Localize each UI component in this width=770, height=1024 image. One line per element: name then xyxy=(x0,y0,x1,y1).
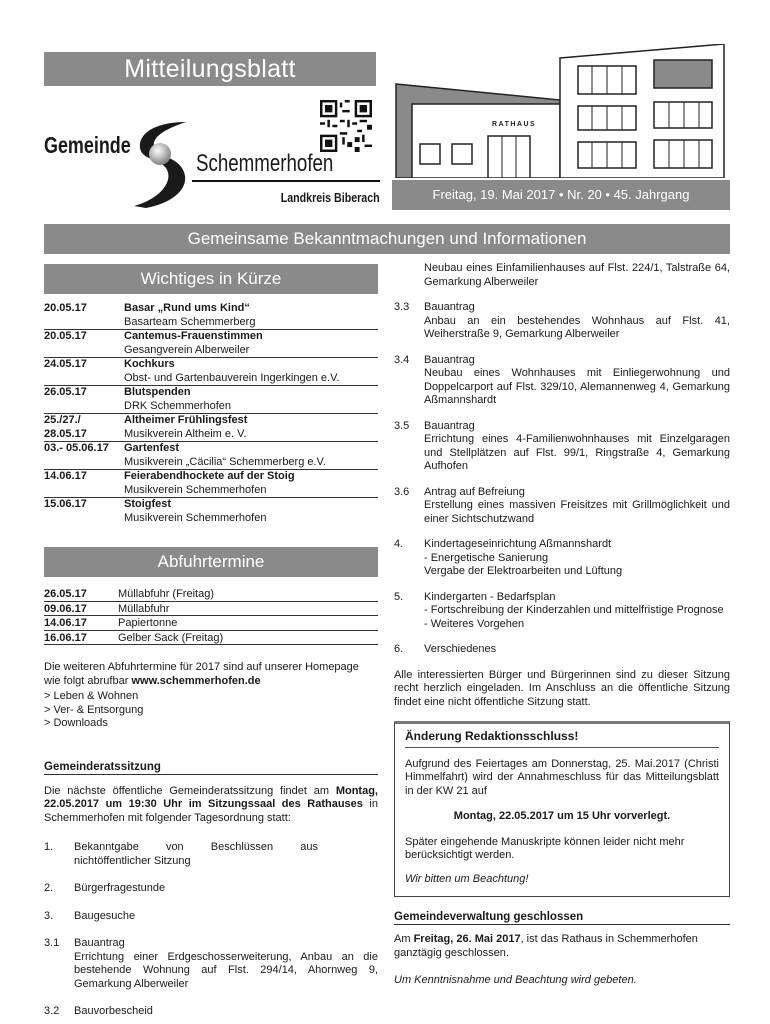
logo-district: Landkreis Biberach xyxy=(281,190,380,205)
agenda-number: 3.4 xyxy=(394,353,410,366)
redaktion-title: Änderung Redaktionsschluss! xyxy=(405,730,719,748)
logo-word-gemeinde: Gemeinde xyxy=(44,132,131,158)
homepage-path xyxy=(44,690,378,731)
redaktion-text: Aufgrund des Feiertages am Donnerstag, 25. Mai.2017 (Christi Himmelfahrt) wird der Annahmeschluss für das Mitteilungsblatt in der KW 21 auf xyxy=(405,757,719,797)
town-hall-illustration xyxy=(392,44,730,178)
agenda-item xyxy=(44,937,378,991)
pickup-row xyxy=(44,602,378,617)
pickup-date: 16.06.17 xyxy=(44,631,87,644)
sitzung-intro-a: Die nächste öffentliche Gemeinderatssitzung findet am xyxy=(44,784,336,797)
abfuhr-info xyxy=(44,661,378,688)
path-item: > Ver- & Entsorgung xyxy=(44,703,144,716)
event-item xyxy=(44,329,378,357)
sitzung-closing: Alle interessierten Bürger und Bürgerinnen sind zu dieser Sitzung recht herzlich eingeladen. Im Anschluss an die öffentliche Sitzung findet eine nicht öffentliche Sitzung statt. xyxy=(394,668,730,708)
agenda-item xyxy=(394,301,730,342)
pickup-table xyxy=(44,587,378,645)
event-date: 20.05.17 xyxy=(44,330,87,342)
event-organizer: DRK Schemmerhofen xyxy=(124,399,231,412)
pickup-label: Müllabfuhr (Freitag) xyxy=(118,588,214,600)
homepage-link[interactable]: www.schemmerhofen.de xyxy=(131,674,261,687)
agenda-detail: Errichtung einer Erdgeschosserweiterung, Anbau an die bestehende Wohnung auf Flst. 294/14, Ahornweg 9, Gemarkung Alberweiler xyxy=(74,950,378,990)
pickup-row xyxy=(44,616,378,631)
agenda-text: Bauantrag xyxy=(74,937,125,949)
sitzung-heading: Gemeinderatssitzung xyxy=(44,761,378,775)
agenda-text: Verschiedenes xyxy=(424,643,497,655)
agenda-number xyxy=(394,262,424,289)
event-organizer: Musikverein Schemmerhofen xyxy=(124,483,267,496)
agenda-list-continued xyxy=(394,262,730,657)
issue-date-bar: Freitag, 19. Mai 2017 • Nr. 20 • 45. Jahrgang xyxy=(392,180,730,210)
event-organizer: Basarteam Schemmerberg xyxy=(124,315,256,328)
agenda-text: Antrag auf Befreiung xyxy=(424,485,525,498)
agenda-detail: - Fortschreibung der Kinderzahlen und mittelfristige Prognose - Weiteres Vorgehen xyxy=(424,604,724,630)
event-organizer: Obst- und Gartenbauverein Ingerkingen e.V. xyxy=(124,371,340,384)
agenda-text: Baugesuche xyxy=(74,909,136,922)
event-organizer: Musikverein Schemmerhofen xyxy=(124,511,267,524)
agenda-detail: Neubau eines Einfamilienhauses auf Flst. 224/1, Talstraße 64, Gemarkung Alberweiler xyxy=(424,262,730,288)
verwaltung-text-a: Am xyxy=(394,933,414,945)
masthead-title: Mitteilungsblatt xyxy=(44,52,376,86)
agenda-number: 2. xyxy=(44,882,54,894)
event-item xyxy=(44,302,378,329)
building-sign: RATHAUS xyxy=(492,121,537,128)
event-date: 14.06.17 xyxy=(44,470,87,482)
pickup-label: Gelber Sack (Freitag) xyxy=(118,631,224,644)
event-item xyxy=(44,385,378,413)
redaktion-later: Später eingehende Manuskripte können leider nicht mehr berücksichtigt werden. xyxy=(405,835,685,861)
agenda-number: 3.5 xyxy=(394,419,410,432)
sitzung-intro-bold: Montag, 22.05.2017 um 19:30 Uhr im Sitzungssaal des Rathauses xyxy=(44,784,378,810)
agenda-detail: Anbau an ein bestehendes Wohnhaus auf Flst. 41, Weiherstraße 9, Gemarkung Alberweiler xyxy=(424,314,730,340)
event-item xyxy=(44,357,378,385)
agenda-item xyxy=(394,354,730,408)
sitzung-intro-b: in Schemmerhofen mit folgender Tagesordnung statt: xyxy=(44,798,378,824)
pickup-date: 26.05.17 xyxy=(44,588,87,600)
event-organizer: Gesangverein Alberweiler xyxy=(124,343,250,356)
pickup-label: Papiertonne xyxy=(118,617,178,629)
event-date-end: 28.05.17 xyxy=(44,427,87,440)
pickup-label: Müllabfuhr xyxy=(118,602,170,615)
agenda-text: Kindertageseinrichtung Aßmannshardt xyxy=(424,538,612,550)
agenda-detail: Neubau eines Wohnhauses mit Einliegerwohnung und Doppelcarport auf Flst. 329/10, Alemannenweg 4, Gemarkung Aßmannshardt xyxy=(424,367,730,406)
abfuhr-title: Abfuhrtermine xyxy=(44,547,378,577)
event-item xyxy=(44,413,378,441)
event-item xyxy=(44,469,378,497)
agenda-text: Bauantrag xyxy=(424,301,475,313)
event-title: Stoigfest xyxy=(124,498,172,510)
agenda-detail: Errichtung eines 4-Familienwohnhauses mit Einzelgaragen und Stellplätzen auf Flst. 99/1, Ringstraße 4, Gemarkung Aufhofen xyxy=(424,433,730,472)
event-title: Basar „Rund ums Kind“ xyxy=(124,302,250,314)
agenda-text: Bauantrag xyxy=(424,353,475,366)
pickup-row xyxy=(44,587,378,602)
redaktion-notice xyxy=(394,721,730,897)
agenda-number: 4. xyxy=(394,538,404,550)
agenda-text: Bekanntgabe von Beschlüssen aus nichtöffentlicher Sitzung xyxy=(74,841,318,867)
agenda-item xyxy=(44,882,378,896)
section-title: Gemeinsame Bekanntmachungen und Informationen xyxy=(44,224,730,254)
agenda-item xyxy=(394,591,730,632)
agenda-item xyxy=(394,538,730,579)
logo-underline xyxy=(192,180,380,182)
event-date: 15.06.17 xyxy=(44,498,87,510)
agenda-text: Kindergarten - Bedarfsplan xyxy=(424,590,556,603)
verwaltung-heading: Gemeindeverwaltung geschlossen xyxy=(394,911,730,925)
agenda-item xyxy=(394,262,730,289)
verwaltung-date: Freitag, 26. Mai 2017 xyxy=(413,933,521,945)
event-date: 25./27./ xyxy=(44,414,81,426)
left-column xyxy=(44,264,378,1019)
agenda-number: 3.2 xyxy=(44,1005,60,1017)
event-title: Altheimer Frühlingsfest xyxy=(124,414,248,426)
agenda-item xyxy=(394,486,730,527)
agenda-number: 3. xyxy=(44,909,54,922)
event-item xyxy=(44,497,378,525)
path-item: > Leben & Wohnen xyxy=(44,690,139,702)
verwaltung-text xyxy=(394,933,730,960)
agenda-item xyxy=(44,841,378,868)
pickup-date: 14.06.17 xyxy=(44,617,87,629)
event-date: 24.05.17 xyxy=(44,358,87,370)
event-date: 20.05.17 xyxy=(44,302,87,314)
event-organizer: Musikverein Altheim e. V. xyxy=(124,427,247,440)
agenda-number: 3.3 xyxy=(394,301,410,313)
agenda-number: 6. xyxy=(394,643,404,655)
redaktion-thanks: Wir bitten um Beachtung! xyxy=(405,872,529,885)
event-title: Feierabendhockete auf der Stoig xyxy=(124,470,295,482)
pickup-date: 09.06.17 xyxy=(44,602,87,615)
event-date: 03.- 05.06.17 xyxy=(44,442,109,454)
logo-word-schemmerhofen: Schemmerhofen xyxy=(196,150,334,177)
verwaltung-note: Um Kenntnisnahme und Beachtung wird gebeten. xyxy=(394,974,637,986)
agenda-number: 5. xyxy=(394,590,404,603)
agenda-number: 3.1 xyxy=(44,937,60,949)
redaktion-date: Montag, 22.05.2017 um 15 Uhr vorverlegt. xyxy=(453,810,671,822)
event-title: Blutspenden xyxy=(124,386,191,398)
path-item: > Downloads xyxy=(44,717,108,729)
agenda-text: Bauantrag xyxy=(424,419,475,432)
agenda-item xyxy=(44,1005,378,1019)
agenda-item xyxy=(394,643,730,657)
agenda-list xyxy=(44,841,378,1019)
right-column xyxy=(394,262,730,988)
verwaltung-text-b: , ist das Rathaus in Schemmerhofen ganztägig geschlossen. xyxy=(394,933,698,959)
agenda-detail: Erstellung eines massiven Freisitzes mit Grillmöglichkeit und einer Sichtschutzwand xyxy=(424,499,730,525)
logo-s-emblem-icon xyxy=(128,118,198,210)
event-organizer: Musikverein „Cäcilia“ Schemmerberg e.V. xyxy=(124,455,326,468)
agenda-number: 3.6 xyxy=(394,485,410,498)
event-title: Kochkurs xyxy=(124,358,175,370)
agenda-detail: - Energetische Sanierung Vergabe der Elektroarbeiten und Lüftung xyxy=(424,551,623,577)
pickup-row xyxy=(44,631,378,646)
agenda-number: 1. xyxy=(44,841,54,853)
agenda-text: Bauvorbescheid xyxy=(74,1005,153,1017)
sitzung-intro xyxy=(44,785,378,826)
agenda-item xyxy=(394,420,730,474)
abfuhr-info-text: Die weiteren Abfuhrtermine für 2017 sind auf unserer Homepage wie folgt abrufbar xyxy=(44,661,359,687)
agenda-item xyxy=(44,910,378,924)
municipality-logo xyxy=(44,118,380,210)
event-title: Cantemus-Frauenstimmen xyxy=(124,330,263,342)
event-list xyxy=(44,302,378,525)
event-title: Gartenfest xyxy=(124,442,180,454)
wichtiges-title: Wichtiges in Kürze xyxy=(44,264,378,294)
event-item xyxy=(44,441,378,469)
event-date: 26.05.17 xyxy=(44,386,87,398)
agenda-text: Bürgerfragestunde xyxy=(74,882,166,894)
